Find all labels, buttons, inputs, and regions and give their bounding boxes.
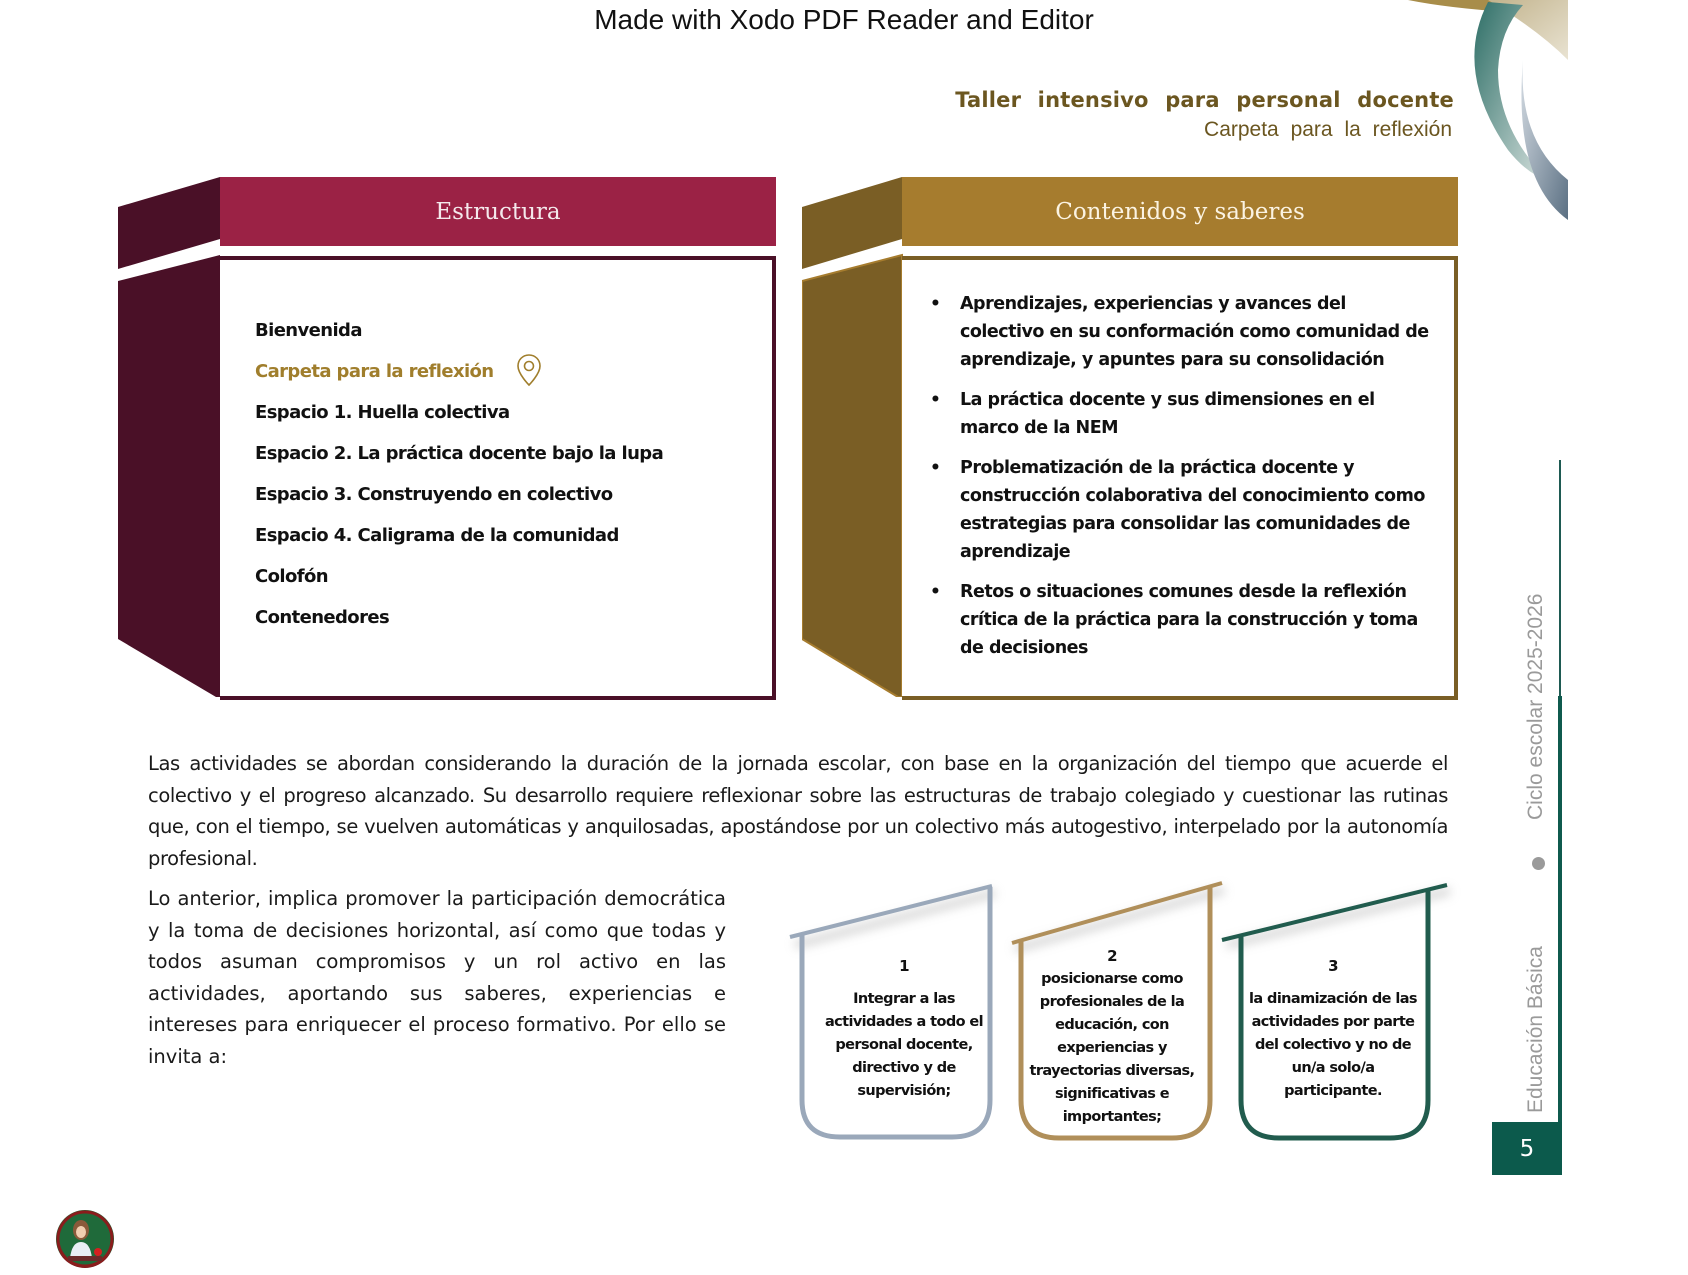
- estructura-item-colofon[interactable]: [255, 564, 663, 605]
- sidebar-divider-line: [1559, 460, 1561, 696]
- item-text: Aprendizajes, experiencias y avances del colectivo en su conformación como comunidad de aprendizaje, y apuntes para su consolidación: [960, 294, 1429, 370]
- estructura-header: Estructura: [220, 177, 776, 246]
- item-label: Carpeta para la reflexión: [255, 361, 494, 382]
- invitation-card-1: [815, 955, 993, 1103]
- item-text: La práctica docente y sus dimensiones en el marco de la NEM: [960, 390, 1375, 438]
- card-number: 2: [1107, 947, 1117, 965]
- document-subtitle: Carpeta para la reflexión: [1204, 118, 1452, 141]
- item-label: Contenedores: [255, 607, 390, 628]
- contenidos-panel: [902, 256, 1458, 700]
- invitation-card-2: [1026, 945, 1198, 1129]
- body-paragraph-1: Las actividades se abordan considerando la duración de la jornada escolar, con base en la organización del tiempo que acuerde el colectivo y el progreso alcanzado. Su desarrollo requiere reflexionar sobre las estructuras de trabajo colegiado y cuestionar las rutinas que, con el tiempo, se vuelven automáticas y anquilosadas, apostándose por un colectivo más autogestivo, interpelado por la autonomía profesional.: [148, 752, 1448, 870]
- contenidos-side-panel: [802, 177, 904, 697]
- item-label: Espacio 1. Huella colectiva: [255, 402, 510, 423]
- estructura-item-carpeta[interactable]: [255, 359, 663, 400]
- estructura-side-panel: [118, 177, 222, 697]
- invitation-card-3: [1248, 955, 1418, 1103]
- bullet-icon: •: [930, 582, 941, 602]
- card-number: 3: [1328, 957, 1338, 975]
- item-label: Bienvenida: [255, 320, 362, 341]
- item-label: Espacio 3. Construyendo en colectivo: [255, 484, 613, 505]
- contenidos-header: Contenidos y saberes: [902, 177, 1458, 246]
- sidebar-text-anchor-2: [1524, 946, 1554, 1114]
- item-text: Problematización de la práctica docente y construcción colaborativa del conocimiento como estrategias para consolidar las comunidades de aprendizaje: [960, 458, 1425, 562]
- contenidos-item: [930, 386, 1435, 442]
- item-label: Espacio 4. Caligrama de la comunidad: [255, 525, 619, 546]
- estructura-item-bienvenida[interactable]: [255, 318, 663, 359]
- item-label: Colofón: [255, 566, 328, 587]
- school-cycle-label: Ciclo escolar 2025-2026: [1524, 593, 1547, 820]
- sidebar-divider-line-thick: [1558, 696, 1562, 1124]
- card-number: 1: [899, 957, 909, 975]
- body-paragraph-2: Lo anterior, implica promover la participación democrática y la toma de decisiones horizontal, así como que todas y todos asuman compromisos y un rol activo en las actividades, aportando sus saberes, experiencias e intereses para enriquecer el proceso formativo. Por ello se invita a:: [148, 887, 726, 1068]
- contenidos-item: [930, 578, 1435, 662]
- contenidos-item: [930, 290, 1435, 374]
- contenidos-item: [930, 454, 1435, 566]
- bullet-icon: •: [930, 458, 941, 478]
- estructura-panel: [220, 256, 776, 700]
- bullet-icon: •: [930, 294, 941, 314]
- separator-dot-icon: [1532, 857, 1545, 870]
- document-title: Taller intensivo para personal docente: [955, 88, 1454, 112]
- estructura-item-espacio-4[interactable]: [255, 523, 663, 564]
- estructura-item-contenedores[interactable]: [255, 605, 663, 646]
- bullet-icon: •: [930, 390, 941, 410]
- card-text: la dinamización de las actividades por parte del colectivo y no de un/a solo/a participante.: [1249, 991, 1417, 1099]
- contenidos-list: [930, 290, 1435, 674]
- item-label: Espacio 2. La práctica docente bajo la lupa: [255, 443, 664, 464]
- item-text: Retos o situaciones comunes desde la reflexión crítica de la práctica para la construcción y toma de decisiones: [960, 582, 1418, 658]
- teacher-avatar-logo: [56, 1210, 114, 1268]
- education-level-label: Educación Básica: [1524, 946, 1547, 1113]
- estructura-item-espacio-2[interactable]: [255, 441, 663, 482]
- card-text: posicionarse como profesionales de la educación, con experiencias y trayectorias diversas, significativas e importantes;: [1029, 971, 1195, 1125]
- estructura-item-espacio-1[interactable]: [255, 400, 663, 441]
- card-text: Integrar a las actividades a todo el personal docente, directivo y de supervisión;: [824, 991, 984, 1099]
- watermark-text: Made with Xodo PDF Reader and Editor: [594, 4, 1094, 35]
- teacher-avatar-icon: [56, 1210, 114, 1268]
- location-pin-icon: [516, 353, 542, 387]
- estructura-list: [255, 318, 663, 646]
- estructura-item-espacio-3[interactable]: [255, 482, 663, 523]
- sidebar-text-anchor: [1524, 593, 1554, 821]
- page-number: 5: [1492, 1122, 1562, 1175]
